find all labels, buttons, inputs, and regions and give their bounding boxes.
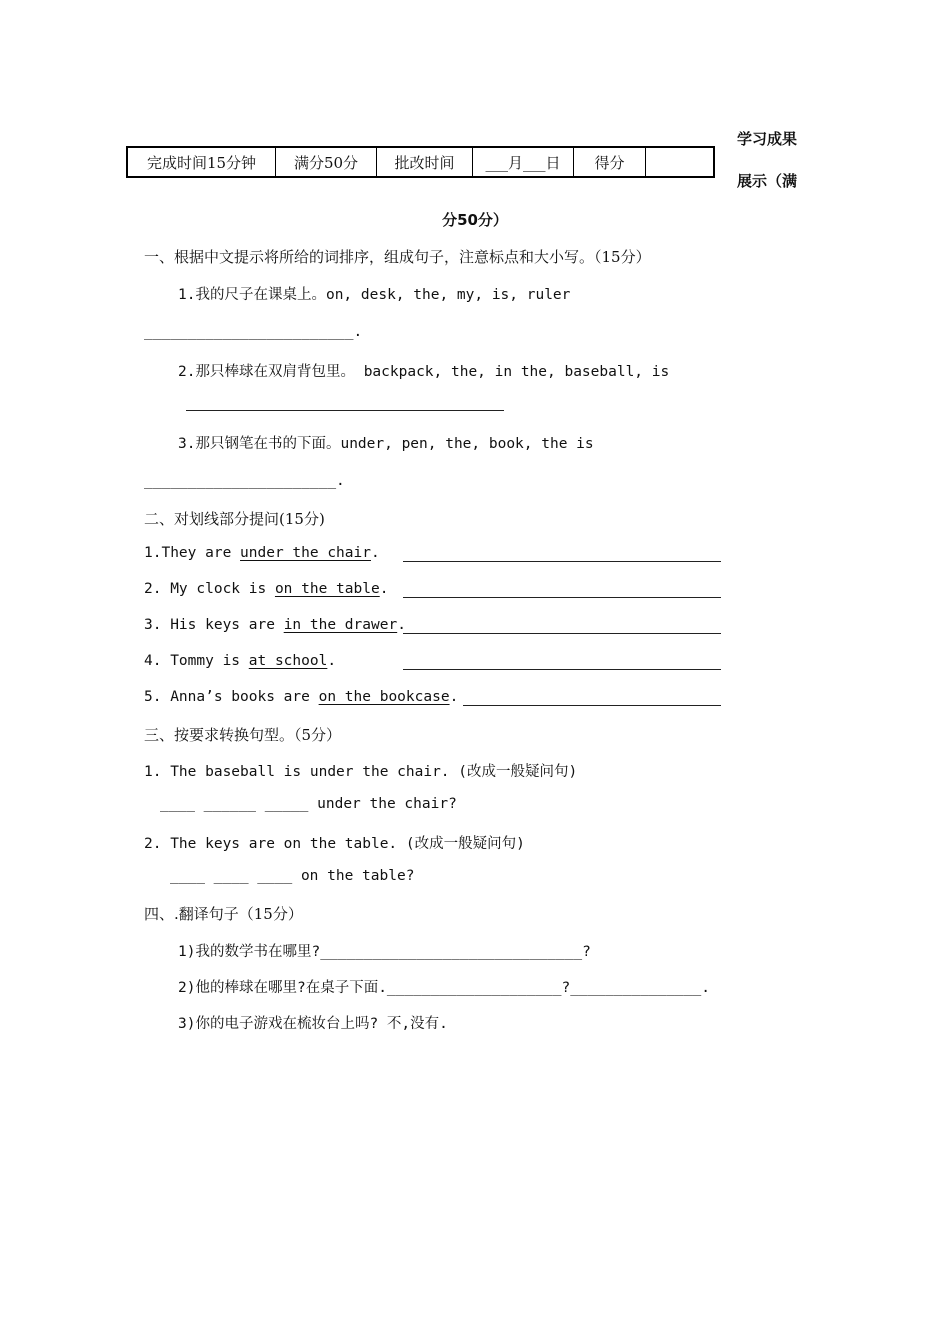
score-value-cell[interactable] [646,148,713,176]
section2-answer-line-2[interactable] [403,597,721,598]
section1-q1: 1.我的尺子在课桌上。on, desk, the, my, is, ruler [178,287,571,303]
date-cell: ___月___日 [473,148,574,176]
section1-q2: 2.那只棒球在双肩背包里。 backpack, the, in the, baseball, is [178,364,670,380]
section2-answer-line-4[interactable] [403,669,721,670]
section1-q2-answer-line[interactable] [186,410,504,411]
section4-q3: 3)你的电子游戏在梳妆台上吗? 不,没有. [178,1016,448,1032]
section2-answer-line-1[interactable] [403,561,721,562]
section4-q2[interactable]: 2)他的棒球在哪里?在桌子下面.____________________?_______________. [178,980,710,996]
section2-answer-line-5[interactable] [463,705,721,706]
completion-time-cell: 完成时间15分钟 [128,148,276,176]
section2-answer-line-3[interactable] [403,633,721,634]
section3-title: 三、按要求转换句型。（5分） [144,726,342,744]
section2-title: 二、对划线部分提问(15分) [144,510,325,528]
section3-q2: 2. The keys are on the table. (改成一般疑问句) [144,836,525,852]
section1-q3: 3.那只钢笔在书的下面。under, pen, the, book, the is [178,436,594,452]
side-title-line1: 学习成果 [737,130,798,148]
section4-q1[interactable]: 1)我的数学书在哪里?______________________________? [178,944,591,960]
full-score-cell: 满分50分 [276,148,377,176]
grading-time-cell: 批改时间 [377,148,473,176]
section2-item-5: 5. Anna’s books are on the bookcase. [144,689,459,705]
section1-q3-answer[interactable]: ______________________. [144,473,345,489]
section4-title: 四、.翻译句子（15分） [144,905,303,923]
section3-q2-answer[interactable]: ____ ____ ____ on the table? [170,868,415,884]
section2-item-2: 2. My clock is on the table. [144,581,389,597]
section3-q1: 1. The baseball is under the chair. (改成一般疑问句) [144,764,578,780]
section2-item-4: 4. Tommy is at school. [144,653,337,669]
side-title-line3: 分50分） [442,211,508,229]
section1-q1-answer[interactable]: ________________________. [144,324,363,340]
header-table [126,146,715,178]
section2-item-3: 3. His keys are in the drawer. [144,617,406,633]
score-label-cell: 得分 [574,148,646,176]
section3-q1-answer[interactable]: ____ ______ _____ under the chair? [160,796,457,812]
section2-item-1: 1.They are under the chair. [144,545,380,561]
section1-title: 一、根据中文提示将所给的词排序，组成句子，注意标点和大小写。（15分） [144,248,651,266]
side-title-line2: 展示（满 [737,172,798,190]
